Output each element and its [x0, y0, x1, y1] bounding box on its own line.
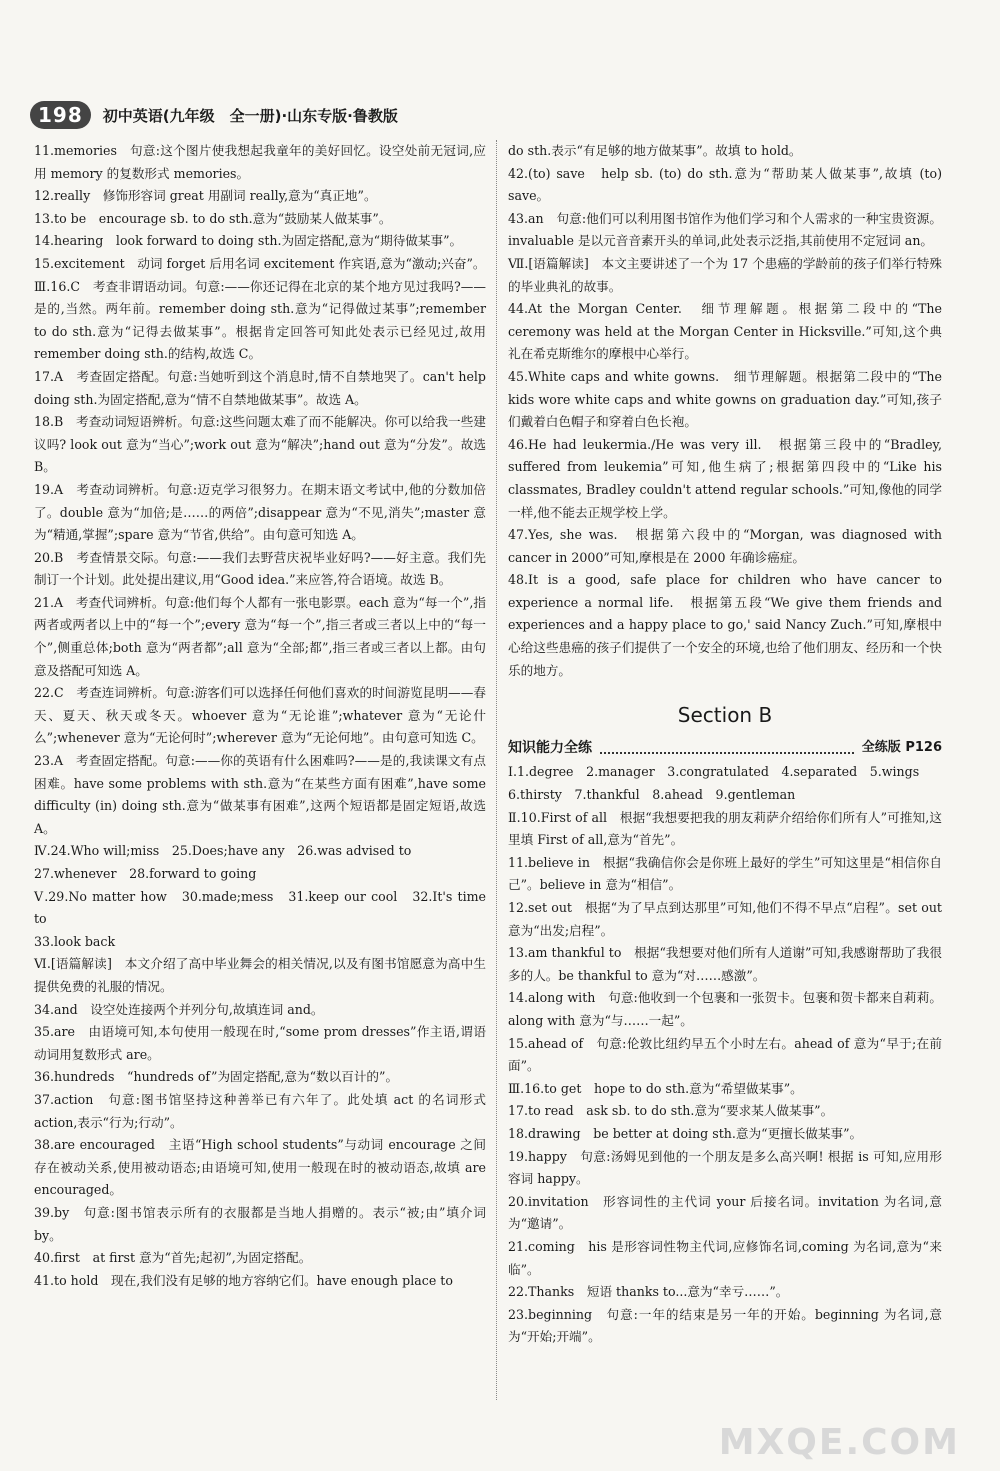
answer-item: 46.He had leukermia./He was very ill. 根据第三段中的“Bradley, suffered from leukemia”可知,他生病了;根据第四段中的“Like his classmates, Bradley couldn't attend regular schools.”可知,像他的同学一样,他不能去正规学校上学。: [508, 436, 942, 520]
page-header: [30, 100, 398, 130]
answer-item: Ⅳ.24.Who will;miss 25.Does;have any 26.was advised to: [34, 843, 412, 859]
answer-item: 48.It is a good, safe place for children who have cancer to experience a normal life. 根据第五段“We give them friends and experiences and a happy place to go,' said Nancy Zuch.”可知,摩根中心给这些患癌的孩子们提供了一个安全的环境,也给了他们朋友、经历和一个快乐的地方。: [508, 572, 942, 678]
answer-item: 14.along with 句意:他收到一个包裹和一张贺卡。包裹和贺卡都来自莉莉。along with 意为“与……一起”。: [508, 990, 942, 1028]
left-column: [34, 140, 486, 1292]
section-title: Section B: [677, 703, 773, 728]
answer-item: 21.coming his 是形容词性物主代词,应修饰名词,coming 为名词,意为“来临”。: [508, 1238, 942, 1277]
answer-item: 41.to hold 现在,我们没有足够的地方容纳它们。have enough place to: [34, 1272, 453, 1288]
answer-item: 17.to read ask sb. to do sth.意为“要求某人做某事”。: [508, 1103, 834, 1119]
answer-item: 14.hearing look forward to doing sth.为固定搭配,意为“期待做某事”。: [34, 233, 463, 249]
answer-item: 37.action 句意:图书馆坚持这种善举已有六年了。此处填 act 的名词形式 action,表示“行为;行动”。: [34, 1091, 486, 1130]
answer-item: 23.A 考查固定搭配。句意:——你的英语有什么困难吗?——是的,我读课文有点困难。have some problems with sth.意为“在某些方面有困难”,have some difficulty (in) doing sth.意为“做某事有困难”,这两个短语都是固定短语,故选 A。: [34, 753, 486, 836]
answer-item: 12.set out 根据“为了早点到达那里”可知,他们不得不早点“启程”。set out 意为“出发;启程”。: [508, 900, 942, 938]
answer-item: 45.White caps and white gowns. 细节理解题。根据第二段中的“The kids wore white caps and white gowns on graduation day.”可知,孩子们戴着白色帽子和穿着白色长袍。: [508, 368, 942, 430]
answer-item: 22.Thanks 短语 thanks to...意为“幸亏……”。: [508, 1284, 789, 1300]
answer-item: Ⅴ.29.No matter how 30.made;mess 31.keep our cool 32.It's time to: [34, 888, 486, 927]
answer-item: 17.A 考查固定搭配。句意:当她听到这个消息时,情不自禁地哭了。can't help doing sth.为固定搭配,意为“情不自禁地做某事”。故选 A。: [34, 368, 486, 407]
answer-item: 20.invitation 形容词性的主代词 your 后接名词。invitation 为名词,意为“邀请”。: [508, 1193, 942, 1232]
answer-item: 19.A 考查动词辨析。句意:迈克学习很努力。在期末语文考试中,他的分数加倍了。double 意为“加倍;是……的两倍”;disappear 意为“不见,消失”;master 意为“精通,掌握”;spare 意为“节省,供给”。由句意可知选 A。: [34, 481, 486, 543]
answer-item: 18.B 考查动词短语辨析。句意:这些问题太难了而不能解决。你可以给我一些建议吗? look out 意为“当心”;work out 意为“解决”;hand out 意为“分发”。故选 B。: [34, 414, 486, 475]
answer-item: do sth.表示“有足够的地方做某事”。故填 to hold。: [508, 143, 802, 158]
answer-item: 22.C 考查连词辨析。句意:游客们可以选择任何他们喜欢的时间游览昆明——春天、夏天、秋天或冬天。whoever 意为“无论谁”;whatever 意为“无论什么”;whenever 意为“无论何时”;wherever 意为“无论何地”。由句意可知选 C。: [34, 685, 486, 746]
section-bar: [508, 737, 942, 760]
answer-item: 39.by 句意:图书馆表示所有的衣服都是当地人捐赠的。表示“被;由”填介词 by。: [34, 1204, 486, 1243]
section-bar-title: 知识能力全练: [508, 739, 592, 756]
book-title: 初中英语(九年级 全一册)·山东专版·鲁教版: [102, 106, 398, 125]
answer-item: 38.are encouraged 主语“High school students”与动词 encourage 之间存在被动关系,使用被动语态;由语境可知,使用一般现在时的被动语态,故填 are encouraged。: [34, 1137, 486, 1198]
answer-item: 43.an 句意:他们可以利用图书馆作为他们学习和个人需求的一种宝贵资源。invaluable 是以元音音素开头的单词,此处表示泛指,其前使用不定冠词 an。: [508, 210, 942, 249]
answer-item: 33.look back: [34, 933, 116, 949]
answer-item: 42.(to) save help sb. (to) do sth.意为“帮助某人做某事”,故填 (to) save。: [508, 165, 942, 204]
answer-item: 15.excitement 动词 forget 后用名词 excitement 作宾语,意为“激动;兴奋”。: [34, 255, 486, 271]
answer-item: 13.to be encourage sb. to do sth.意为“鼓励某人做某事”。: [34, 210, 392, 226]
right-column: [508, 140, 942, 1349]
answer-item: 11.memories 句意:这个图片使我想起我童年的美好回忆。设空处前无冠词,应用 memory 的复数形式 memories。: [34, 143, 486, 181]
answer-item: Ⅲ.16.to get hope to do sth.意为“希望做某事”。: [508, 1080, 803, 1096]
answer-item: 18.drawing be better at doing sth.意为“更擅长做某事”。: [508, 1125, 863, 1141]
section-bar-ref: 全练版 P126: [861, 739, 942, 755]
page-number: 198: [30, 101, 91, 129]
answer-item: 35.are 由语境可知,本句使用一般现在时,“some prom dresses”作主语,谓语动词用复数形式 are。: [34, 1024, 486, 1062]
column-divider: [496, 140, 497, 1400]
answer-item: 27.whenever 28.forward to going: [34, 866, 257, 881]
answer-item: Ⅱ.10.First of all 根据“我想要把我的朋友莉萨介绍给你们所有人”可推知,这里填 First of all,意为“首先”。: [508, 809, 942, 848]
answer-item: 34.and 设空处连接两个并列分句,故填连词 and。: [34, 1001, 324, 1017]
answer-item: 47.Yes, she was. 根据第六段中的“Morgan, was diagnosed with cancer in 2000”可知,摩根是在 2000 年确诊癌症。: [508, 527, 942, 565]
answer-item: Ⅶ.[语篇解读] 本文主要讲述了一个为 17 个患癌的学龄前的孩子们举行特殊的毕业典礼的故事。: [508, 255, 942, 294]
answer-item: 20.B 考查情景交际。句意:——我们去野营庆祝毕业好吗?——好主意。我们先制订一个计划。此处提出建议,用“Good idea.”来应答,符合语境。故选 B。: [34, 549, 486, 588]
answer-item: 40.first at first 意为“首先;起初”,为固定搭配。: [34, 1250, 312, 1266]
answer-item: 15.ahead of 句意:伦敦比纽约早五个小时左右。ahead of 意为“早于;在前面”。: [508, 1035, 942, 1074]
answer-item: Ⅲ.16.C 考查非谓语动词。句意:——你还记得在北京的某个地方见过我吗?——是的,当然。两年前。remember doing sth.意为“记得做过某事”;remember to do sth.意为“记得去做某事”。根据肯定回答可知此处表示已经见过,故用 remember doing sth.的结构,故选 C。: [34, 278, 486, 362]
answer-item: 19.happy 句意:汤姆见到他的一个朋友是多么高兴啊! 根据 is 可知,应用形容词 happy。: [508, 1148, 942, 1187]
answer-item: 13.am thankful to 根据“我想要对他们所有人道谢”可知,我感谢帮助了我很多的人。be thankful to 意为“对……感激”。: [508, 945, 942, 983]
answer-item: 36.hundreds “hundreds of”为固定搭配,意为“数以百计的”。: [34, 1069, 399, 1085]
answer-item: 12.really 修饰形容词 great 用副词 really,意为“真正地”。: [34, 188, 377, 204]
dotted-leader: [600, 742, 854, 754]
watermark: MXQE.COM: [718, 1422, 960, 1463]
answer-item: 6.thirsty 7.thankful 8.ahead 9.gentleman: [508, 787, 796, 803]
answer-item: Ⅰ.1.degree 2.manager 3.congratulated 4.separated 5.wings: [508, 764, 920, 780]
answer-item: 21.A 考查代词辨析。句意:他们每个人都有一张电影票。each 意为“每一个”,指两者或两者以上中的“每一个”;every 意为“每一个”,指三者或三者以上中的“每一个”,侧重总体;both 意为“两者都”;all 意为“全部;都”,指三者或三者以上都。由句意及搭配可知选 A。: [34, 594, 486, 678]
answer-item: 44.At the Morgan Center. 细节理解题。根据第二段中的“The ceremony was held at the Morgan Center in Hicksville.”可知,这个典礼在希克斯维尔的摩根中心举行。: [508, 301, 942, 362]
answer-item: 23.beginning 句意:一年的结束是另一年的开始。beginning 为名词,意为“开始;开端”。: [508, 1306, 942, 1345]
answer-item: 11.believe in 根据“我确信你会是你班上最好的学生”可知这里是“相信你自己”。believe in 意为“相信”。: [508, 854, 942, 893]
answer-item: Ⅵ.[语篇解读] 本文介绍了高中毕业舞会的相关情况,以及有图书馆愿意为高中生提供免费的礼服的情况。: [34, 956, 486, 994]
